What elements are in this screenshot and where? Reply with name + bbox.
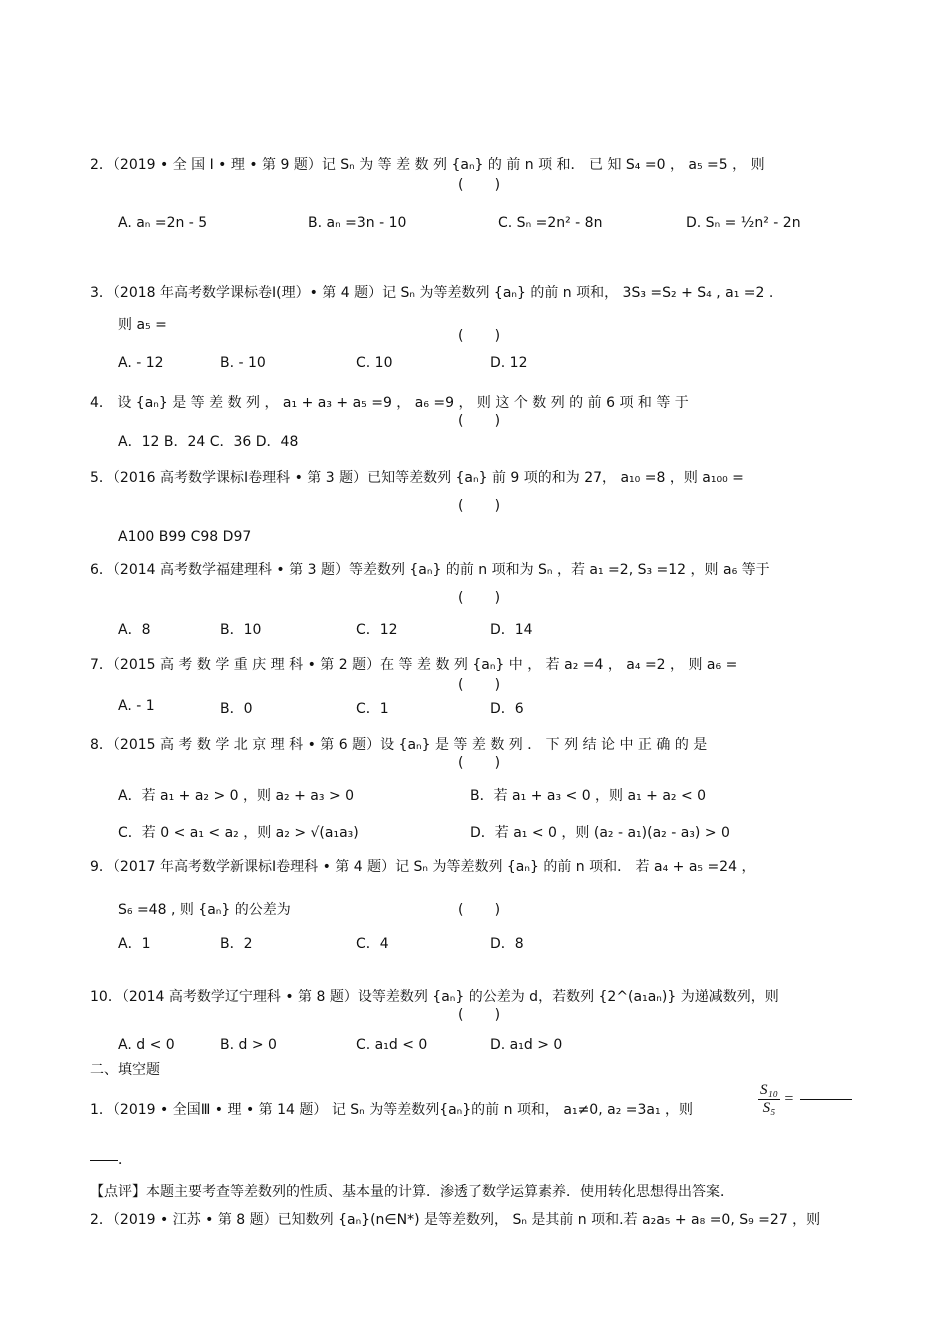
q3-option-c: C. 10 [356,355,393,371]
q10-stem: 10．（2014 高考数学辽宁理科 • 第 8 题）设等差数列 {aₙ} 的公差为 d，若数列 {2^(a₁aₙ)} 为递减数列，则 [90,989,779,1005]
q6-answer-paren: ( ) [458,590,501,606]
q3-answer-paren: ( ) [458,328,501,344]
q4-answer-paren: ( ) [458,413,501,429]
q9-stem-line2: S₆ =48 , 则 {aₙ} 的公差为 [118,902,291,918]
q4-options: A．12 B．24 C．36 D．48 [118,434,299,450]
q5-options: A100 B99 C98 D97 [118,529,252,545]
q2-stem: 2．（2019 • 全 国 Ⅰ • 理 • 第 9 题）记 Sₙ 为 等 差 数 列 {aₙ} 的 前 n 项 和． 已 知 S₄ =0 ， a₅ =5 ， 则 [90,157,765,173]
fill1-fraction-numerator: S₁₀ [760,1082,778,1098]
fill1-fraction [758,1082,780,1117]
fill1-answer-blank[interactable] [800,1099,852,1100]
fill1-answer-blank-cont[interactable] [90,1160,118,1161]
q7-answer-paren: ( ) [458,677,501,693]
section-heading: 二、填空题 [90,1062,160,1078]
q9-answer-paren: ( ) [458,902,501,918]
q8-answer-paren: ( ) [458,755,501,771]
q5-answer-paren: ( ) [458,498,501,514]
q7-option-b: B．0 [220,701,253,717]
q10-option-a: A. d < 0 [118,1037,175,1053]
q10-option-b: B. d > 0 [220,1037,277,1053]
q6-option-d: D．14 [490,622,533,638]
q8-option-a: A．若 a₁ + a₂ > 0 ，则 a₂ + a₃ > 0 [118,788,355,804]
q9-option-d: D．8 [490,936,524,952]
q10-option-c: C. a₁d < 0 [356,1037,428,1053]
q9-option-b: B．2 [220,936,253,952]
q9-stem: 9．（2017 年高考数学新课标Ⅰ卷理科 • 第 4 题）记 Sₙ 为等差数列 {aₙ} 的前 n 项和． 若 a₄ + a₅ =24 ， [90,859,756,875]
q3-option-b: B. - 10 [220,355,266,371]
q8-option-b: B．若 a₁ + a₃ < 0 ，则 a₁ + a₂ < 0 [470,788,707,804]
q2-option-a: A. aₙ =2n - 5 [118,215,208,231]
q7-stem: 7．（2015 高 考 数 学 重 庆 理 科 • 第 2 题）在 等 差 数 列 {aₙ} 中 ， 若 a₂ =4 ， a₄ =2 ， 则 a₆ = [90,657,738,673]
q7-option-c: C．1 [356,701,389,717]
q7-option-d: D．6 [490,701,524,717]
q2-answer-paren: ( ) [458,177,501,193]
q5-stem: 5．（2016 高考数学课标Ⅰ卷理科 • 第 3 题）已知等差数列 {aₙ} 前 9 项的和为 27， a₁₀ =8 ，则 a₁₀₀ = [90,470,744,486]
q3-stem: 3．（2018 年高考数学课标卷Ⅰ(理）• 第 4 题）记 Sₙ 为等差数列 {aₙ} 的前 n 项和， 3S₃ =S₂ + S₄ , a₁ =2 . [90,285,774,301]
q3-stem-line2: 则 a₅ = [118,317,167,333]
q10-option-d: D. a₁d > 0 [490,1037,563,1053]
fill1-fraction-denominator: S₅ [762,1100,776,1116]
fill1-stem [90,1100,693,1120]
q4-stem: 4． 设 {aₙ} 是 等 差 数 列 ， a₁ + a₃ + a₅ =9 ， a₆ =9 ， 则 这 个 数 列 的 前 6 项 和 等 于 [90,395,689,411]
fill1-continuation [90,1150,132,1170]
q8-stem: 8．（2015 高 考 数 学 北 京 理 科 • 第 6 题）设 {aₙ} 是 等 差 数 列 ． 下 列 结 论 中 正 确 的 是 [90,737,708,753]
q2-option-c: C. Sₙ =2n² - 8n [498,215,603,231]
fill1-equals: = [784,1090,794,1108]
comment: 【点评】本题主要考查等差数列的性质、基本量的计算．渗透了数学运算素养．使用转化思想得出答案． [90,1184,734,1200]
q6-option-c: C．12 [356,622,398,638]
q6-option-b: B．10 [220,622,262,638]
q6-option-a: A．8 [118,622,151,638]
q8-option-c: C．若 0 < a₁ < a₂ ，则 a₂ > √(a₁a₃) [118,825,359,841]
q9-option-c: C．4 [356,936,389,952]
fill1-stem-text: 1．（2019 • 全国Ⅲ • 理 • 第 14 题） 记 Sₙ 为等差数列{aₙ}的前 n 项和， a₁≠0, a₂ =3a₁ ，则 [90,1102,694,1118]
fill1-fraction-wrap [758,1082,852,1117]
q6-stem: 6．（2014 高考数学福建理科 • 第 3 题）等差数列 {aₙ} 的前 n 项和为 Sₙ ，若 a₁ =2, S₃ =12 ，则 a₆ 等于 [90,562,770,578]
fill1-period: ． [118,1152,132,1168]
q3-option-a: A. - 12 [118,355,164,371]
q9-option-a: A．1 [118,936,151,952]
q2-option-b: B. aₙ =3n - 10 [308,215,407,231]
q7-option-a: A. - 1 [118,698,155,714]
q2-option-d: D. Sₙ = ½n² - 2n [686,215,801,231]
fill2-stem: 2．（2019 • 江苏 • 第 8 题）已知数列 {aₙ}(n∈N*) 是等差数列， Sₙ 是其前 n 项和.若 a₂a₅ + a₈ =0, S₉ =27 ，则 [90,1212,821,1228]
q3-option-d: D. 12 [490,355,528,371]
q10-answer-paren: ( ) [458,1007,501,1023]
q8-option-d: D．若 a₁ < 0 ，则 (a₂ - a₁)(a₂ - a₃) > 0 [470,825,730,841]
